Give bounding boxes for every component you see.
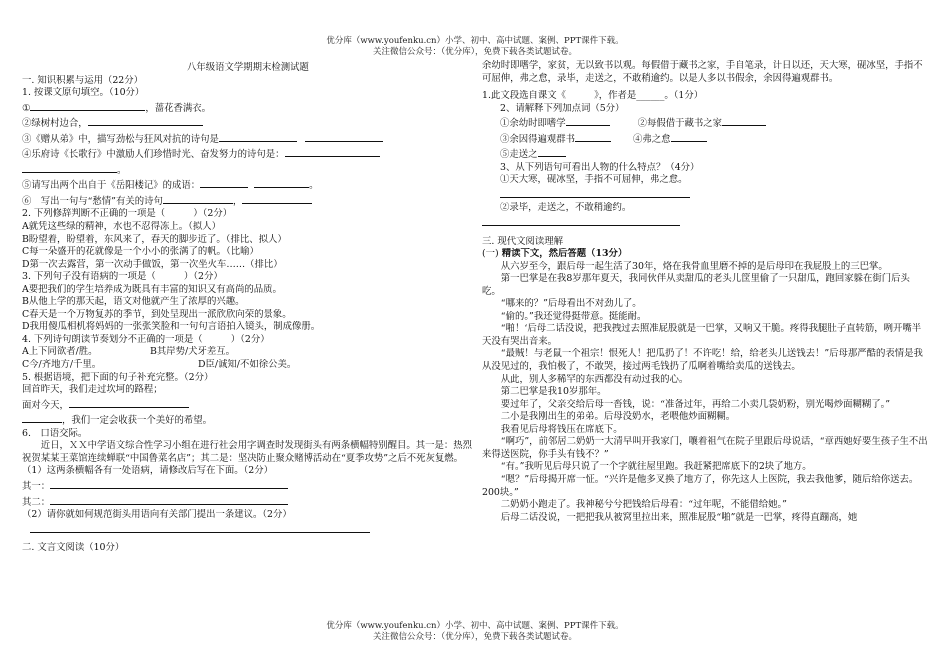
article-para-1: 从六岁至今，跟后母一起生活了30年，烙在我骨血里磨不掉的是后母印在我屁股上的三巴掌。 xyxy=(500,260,888,272)
question-1-6: ⑥ 写出一句与“愁情”有关的诗句 ， xyxy=(22,193,474,209)
blank-line xyxy=(285,146,380,157)
q2-item-3: ③余因得遍观群书 xyxy=(500,133,576,145)
classical-passage: 余幼时即嗜学，家贫，无以致书以观。每假借于藏书之家，手自笔录，计日以还，天大寒，砚冰坚，手指不可屈伸，弗之怠，录毕，走送之，不敢稍逾约。以是人多以书假余，余因得遍观群书。 xyxy=(482,60,923,84)
header-line-1: 优分库（www.youfenku.cn）小学、初中、高中试题、案例、PPT课件下载。 xyxy=(326,36,624,46)
q6-answer-1-label: 其一： xyxy=(22,480,51,492)
footer-line-1: 优分库（www.youfenku.cn）小学、初中、高中试题、案例、PPT课件下载。 xyxy=(326,621,624,631)
blank-line xyxy=(671,131,707,142)
page-header xyxy=(0,36,950,58)
section-1-heading: 一. 知识积累与运用（22分） xyxy=(22,74,144,86)
classical-question-1: 1.此文段选自课文《 》，作者是______。（1分） xyxy=(482,90,704,102)
q1-1-text: ，蔷花香满衣。 xyxy=(145,102,212,114)
answer-line xyxy=(482,215,680,226)
question-6-answer-3 xyxy=(22,522,474,538)
left-column xyxy=(22,60,474,555)
question-1-3 xyxy=(22,131,474,147)
q4-option-c: C今/齐地方/千里。 xyxy=(22,359,102,371)
q1-6-text: ⑥ 写出一句与“愁情”有关的诗句 xyxy=(22,195,163,207)
article-para-7: 从此，别人多稀罕的东西都没有动过我的心。 xyxy=(500,373,689,385)
classical-q3-line-1 xyxy=(482,187,928,203)
question-3-a: A要把我们的学生培养成为既具有丰富的知识又有高尚的品质。 xyxy=(22,283,282,295)
classical-question-2: 2、请解释下列加点词（5分） xyxy=(500,102,625,114)
subsection-1-heading xyxy=(482,248,928,261)
question-1-1 xyxy=(22,100,474,116)
article-para-5: “啪！‘后母二话没说，把我拽过去照准屁股就是一巴掌，又响又干脆。疼得我腿肚子直转筋，咧开嘴半天没有哭出音来。 xyxy=(482,323,922,347)
blank-line xyxy=(575,131,611,142)
article-para-8: 第二巴掌是我10岁那年。 xyxy=(500,386,607,398)
question-2: 2. 下列修辞判断不正确的一项是（ ）（2分） xyxy=(22,208,233,220)
question-6-sub-2: （2）请你就如何规范街头用语向有关部门提出一条建议。（2分） xyxy=(22,509,292,521)
blank-line xyxy=(69,397,189,408)
article-para-2: 第一巴掌是在我8岁那年夏天，我同伙伴从卖甜瓜的老头儿筐里偷了一只甜瓜，跑回家躲在街门后头吃。 xyxy=(482,273,910,297)
q6-answer-2-label: 其二： xyxy=(22,496,51,508)
classical-q3-item-2: ②录毕，走送之，不敢稍逾约。 xyxy=(500,202,632,214)
question-3-c: C春天是一个万物复苏的季节，到处呈现出一派欣欣向荣的景象。 xyxy=(22,308,292,320)
q1-3-text: ③《赠从弟》中，描写劲松与狂风对抗的诗句是 xyxy=(22,133,219,145)
section-2-heading: 二. 文言文阅读（10分） xyxy=(22,542,125,554)
q2-item-1: ①余幼时即嗜学 xyxy=(500,118,566,130)
header-line-2: 关注微信公众号：（优分库），免费下载各类试题试卷。 xyxy=(372,47,577,57)
article-para-10: 二小是我刚出生的弟弟。后母没奶水，老喂他炒面糊糊。 xyxy=(500,411,736,423)
question-1: 1. 按课文原句填空。（10分） xyxy=(22,87,145,99)
blank-line xyxy=(219,131,297,142)
page-footer xyxy=(0,621,950,643)
question-6-sub-1: （1）这两条横幅各有一处语病，请修改后写在下面。（2分） xyxy=(22,465,273,477)
question-3: 3. 下列句子没有语病的一项是（ ）（2分） xyxy=(22,271,223,283)
q5-3-text: ，我们一定会收获一个美好的希望。 xyxy=(62,415,213,427)
q5-2-text: 面对今天， xyxy=(22,399,69,411)
exam-title: 八年级语文学期期末检测试题 xyxy=(187,62,309,73)
blank-line xyxy=(22,162,117,173)
q1-1-num: ① xyxy=(22,102,31,114)
blank-line xyxy=(566,115,610,126)
question-6: 6. 口语交际。 xyxy=(22,427,88,439)
question-1-4-cont: 。 xyxy=(22,162,474,178)
footer-line-2: 关注微信公众号：（优分库），免费下载各类试题试卷。 xyxy=(372,632,577,642)
blank-line xyxy=(163,193,233,204)
question-4: 4. 下列诗句朗读节奏划分不正确的一项是（ ）（2分） xyxy=(22,333,270,345)
question-5-line-2 xyxy=(22,397,474,413)
article-para-16: 后母二话没说，一把把我从被窝里拉出来，照准屁股“啪”就是一巴掌，疼得直蹦高，她 xyxy=(500,511,858,523)
answer-line xyxy=(30,522,370,533)
blank-line xyxy=(242,193,312,204)
question-1-4 xyxy=(22,146,474,162)
article-para-15: 二奶奶小跑走了。我神秘兮兮把钱给后母看：“过年呢，不能借给她。” xyxy=(500,499,787,511)
classical-question-3: 3、从下列语句可看出人物的什么特点？（4分） xyxy=(500,161,700,173)
right-column xyxy=(482,60,928,524)
question-1-5: ⑤请写出两个出自于《岳阳楼记》的成语： 。 xyxy=(22,177,474,193)
subsection-1-number: (一) xyxy=(482,248,499,260)
classical-q3-item-1: ①天大寒，砚冰坚，手指不可屈伸，弗之怠。 xyxy=(500,174,688,186)
question-3-d: D我用傻瓜相机将妈妈的一张张笑脸和一句句言语拍入镜头，制成像册。 xyxy=(22,321,321,333)
subsection-1-title: 精读下文，然后答题（13分） xyxy=(501,248,628,260)
question-4-ab xyxy=(22,346,474,359)
q2-item-4: ④弗之怠 xyxy=(633,133,671,145)
classical-q2-row-2 xyxy=(482,131,928,147)
question-4-cd xyxy=(22,359,474,372)
q2-item-2: ②每假借于藏书之家 xyxy=(637,118,723,130)
question-5-line-3 xyxy=(22,412,474,428)
section-3-heading: 三. 现代文阅读理解 xyxy=(482,235,563,247)
answer-line xyxy=(50,478,288,489)
question-1-2 xyxy=(22,115,474,131)
article-para-9: 要过年了，父亲交给后母一沓钱，说：“准备过年，再给二小卖几袋奶粉，别光喝炒面糊糊了。” xyxy=(500,398,891,410)
blank-line xyxy=(22,412,62,423)
q1-5-text: ⑤请写出两个出自于《岳阳楼记》的成语： xyxy=(22,180,201,192)
blank-line xyxy=(538,146,566,157)
question-6-answer-1 xyxy=(22,478,474,494)
classical-q2-row-3 xyxy=(482,146,928,162)
article-para-14: “嗯？”后母揭开席一怔。“兴许是他多叉换了地方了，你先这人上医院，我去我他爹，随后给你送去。200块。” xyxy=(482,473,919,498)
article-para-12: “啊巧”，前邻居二奶奶一大清早叫开我家门，嚷着祖气在院子里跟后母说话，“章西她好要生孩子生不出来得送医院，你手头有钱不？” xyxy=(482,436,928,460)
question-5: 5. 根据语境，把下面的句子补充完整。（2分） xyxy=(22,371,214,383)
blank-line xyxy=(722,115,766,126)
q4-option-b: B其岸势/犬牙差互。 xyxy=(150,346,236,358)
question-6-answer-2 xyxy=(22,494,474,510)
answer-line xyxy=(500,187,690,198)
blank-line xyxy=(305,131,383,142)
article-para-4: “偷的。”我还觉得挺带意。挺能耐。 xyxy=(500,310,647,322)
blank-line xyxy=(254,177,309,188)
question-2-b: B盼望着，盼望着，东风来了，春天的脚步近了。（排比、拟人） xyxy=(22,233,287,245)
question-3-b: B从他上学的那天起，语文对他就产生了浓厚的兴趣。 xyxy=(22,296,245,308)
q1-2-text: ②绿树村边合， xyxy=(22,118,88,130)
q4-option-d: D臣/诚知/不如徐公美。 xyxy=(198,359,297,371)
blank-line xyxy=(30,100,145,111)
blank-line xyxy=(88,115,203,126)
question-6-passage: 近日，ＸＸ中学语文综合性学习小组在进行社会用字调查时发现街头有两条横幅特别醒目。其一是：热烈祝贺某某王菜馆连续蝉联“中国鲁菜名店”；其二是：坚决防止聚众赌博活动在“夏季攻势”之后不死灰复燃。 xyxy=(22,440,473,464)
q4-option-a: A上下同欲者/胜。 xyxy=(22,346,98,358)
article-para-6: “最贼！与老鼠一个祖宗！恨死人！把瓜扔了！不许吃！给，给老头儿送钱去！”后母那严酷的表情是我从没见过的，我怕极了，不敢哭，接过两毛钱扔了瓜啊着嘴给卖瓜的送钱去。 xyxy=(482,348,923,373)
article-para-13: “有。”我听见后母只说了一个字就往屋里跑。我赶紧把席底下的2块了地方。 xyxy=(500,461,812,473)
classical-q2-row-1 xyxy=(482,115,928,131)
question-2-d: D第一次去露营，第一次动手做饭，第一次坐火车……（排比） xyxy=(22,258,283,270)
question-2-a: A就凭这些绿的精神，水也不忍得冻上。（拟人） xyxy=(22,221,221,233)
classical-q3-line-2 xyxy=(482,215,928,231)
article-para-3: “哪来的？”后母看出不对劲儿了。 xyxy=(500,298,642,310)
question-5-line-1: 回首昨天，我们走过坎坷的路程； xyxy=(22,384,163,396)
q1-4-text: ④乐府诗《长歌行》中激励人们珍惜时光、奋发努力的诗句是： xyxy=(22,149,285,161)
q2-item-5: ⑤走送之 xyxy=(500,149,538,161)
blank-line xyxy=(200,177,248,188)
question-2-c: C每一朵盛开的花就像是一个小小的张满了的帆。（比喻） xyxy=(22,246,259,258)
article-para-11: 我看见后母将钱压在席底下。 xyxy=(500,423,623,435)
answer-line xyxy=(50,494,288,505)
